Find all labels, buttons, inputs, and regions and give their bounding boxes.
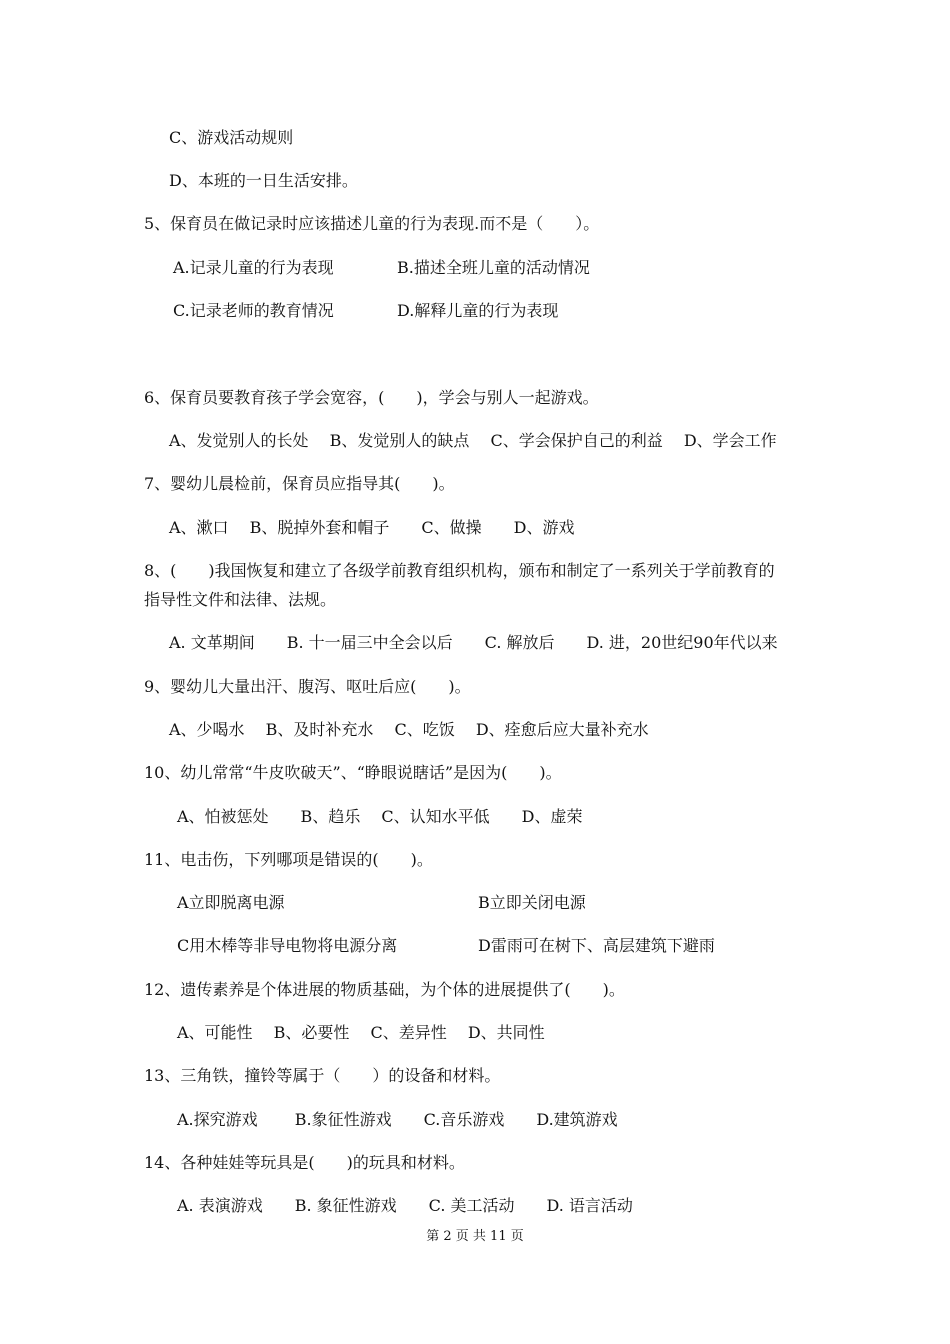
q5-option-d: D.解释儿童的行为表现 [397, 301, 559, 320]
question-11: 11、电击伤，下列哪项是错误的( )。 [144, 850, 433, 869]
q7-options: A、漱口 B、脱掉外套和帽子 C、做操 D、游戏 [169, 518, 575, 537]
q5-option-c: C.记录老师的教育情况 [173, 301, 334, 320]
question-10: 10、幼儿常常“牛皮吹破天”、“睁眼说瞎话”是因为( )。 [144, 763, 562, 782]
question-6: 6、保育员要教育孩子学会宽容，( )，学会与别人一起游戏。 [144, 388, 599, 407]
q9-options: A、少喝水 B、及时补充水 C、吃饭 D、痊愈后应大量补充水 [169, 720, 649, 739]
q11-option-a: A立即脱离电源 [177, 893, 285, 912]
question-9: 9、婴幼儿大量出汗、腹泻、呕吐后应( )。 [144, 677, 471, 696]
question-13: 13、三角铁，撞铃等属于（ ）的设备和材料。 [144, 1066, 501, 1085]
q11-option-d: D雷雨可在树下、高层建筑下避雨 [478, 936, 715, 955]
q12-options: A、可能性 B、必要性 C、差异性 D、共同性 [177, 1023, 545, 1042]
q10-options: A、怕被惩处 B、趋乐 C、认知水平低 D、虚荣 [177, 807, 583, 826]
question-8: 8、( )我国恢复和建立了各级学前教育组织机构，颁布和制定了一系列关于学前教育的 [144, 561, 775, 580]
question-14: 14、各种娃娃等玩具是( )的玩具和材料。 [144, 1153, 465, 1172]
q11-option-c: C用木棒等非导电物将电源分离 [177, 936, 398, 955]
page-number-footer: 第 2 页 共 11 页 [426, 1229, 524, 1244]
q8-options: A. 文革期间 B. 十一届三中全会以后 C. 解放后 D. 进，20世纪90年代以来 [169, 633, 778, 652]
q4-option-d: D、本班的一日生活安排。 [169, 171, 358, 190]
q13-options: A.探究游戏 B.象征性游戏 C.音乐游戏 D.建筑游戏 [177, 1110, 618, 1129]
q5-option-a: A.记录儿童的行为表现 [173, 258, 334, 277]
q5-option-b: B.描述全班儿童的活动情况 [397, 258, 590, 277]
q14-options: A. 表演游戏 B. 象征性游戏 C. 美工活动 D. 语言活动 [177, 1196, 633, 1215]
q4-option-c: C、游戏活动规则 [169, 128, 294, 147]
q6-options: A、发觉别人的长处 B、发觉别人的缺点 C、学会保护自己的利益 D、学会工作 [169, 431, 777, 450]
question-12: 12、遗传素养是个体进展的物质基础，为个体的进展提供了( )。 [144, 980, 625, 999]
question-8-continued: 指导性文件和法律、法规。 [144, 590, 337, 609]
question-7: 7、婴幼儿晨检前，保育员应指导其( )。 [144, 474, 455, 493]
q11-option-b: B立即关闭电源 [478, 893, 586, 912]
question-5: 5、保育员在做记录时应该描述儿童的行为表现.而不是（ ）。 [144, 214, 600, 233]
